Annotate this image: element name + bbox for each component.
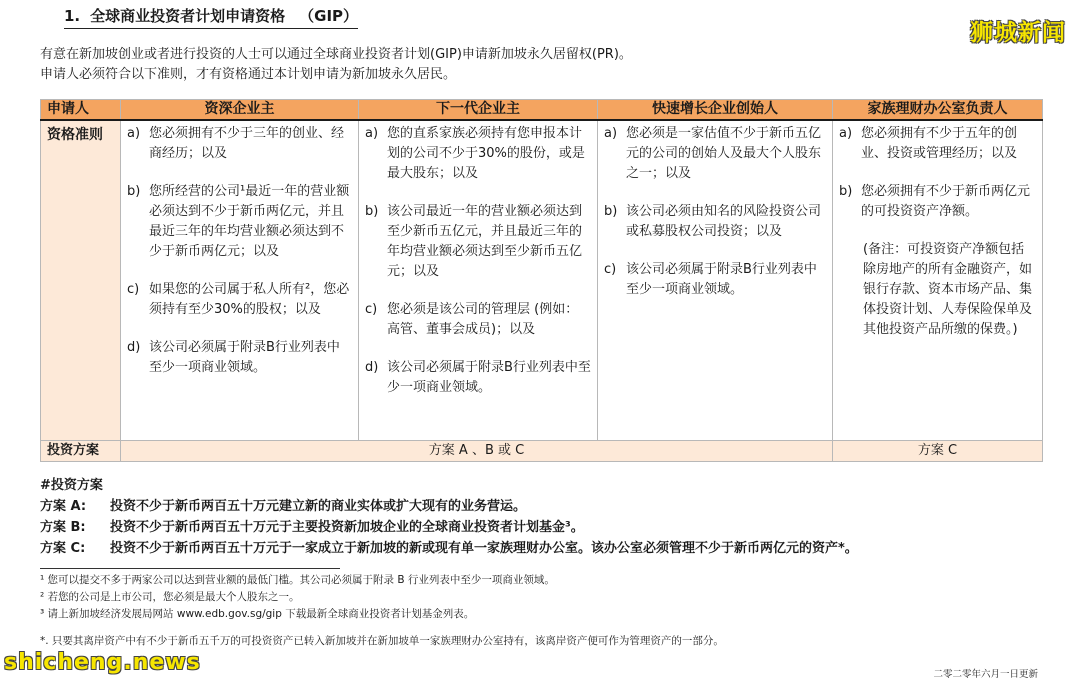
criteria-item-label: b): [839, 184, 853, 199]
section-heading: [64, 5, 358, 29]
section-number: 1.: [64, 7, 81, 25]
watermark-logo-top: 狮城新闻: [970, 20, 1066, 46]
criteria-item-text: 您必须是一家估值不少于新币五亿元的公司的创始人及最大个人股东之一；以及: [626, 126, 822, 181]
criteria-item-text: 您必须是该公司的管理层 (例如：高管、董事会成员)；以及: [387, 302, 579, 337]
header-family-office-principal: 家族理财办公室负责人: [833, 100, 1043, 121]
criteria-row: [41, 120, 1043, 441]
criteria-item: [127, 280, 352, 320]
criteria-note: (备注：可投资资产净额包括除房地产的所有金融资产，如银行存款、资本市场产品、集体投资计划、人寿保险保单及其他投资产品所缴的保费。): [863, 242, 1033, 337]
criteria-column-fast-growth-founder: [598, 120, 833, 441]
footnote: ² 若您的公司是上市公司，您必须是最大个人股东之一。: [40, 591, 300, 603]
footnote: ¹ 您可以提交不多于两家公司以达到营业额的最低门槛。其公司必须属于附录 B 行业列表中至少一项商业领域。: [40, 574, 555, 586]
criteria-column-family-office: [833, 120, 1043, 441]
investment-option: [40, 538, 858, 559]
update-date: 二零二零年六月一日更新: [933, 669, 1038, 680]
eligibility-table: [40, 99, 1043, 462]
criteria-item: [604, 124, 826, 184]
criteria-item-label: a): [839, 126, 853, 141]
investment-option: [40, 496, 858, 517]
criteria-label: 资格准则: [41, 120, 121, 441]
criteria-item-text: 您必须拥有不少于三年的创业、经商经历；以及: [149, 126, 345, 161]
header-established-owner: 资深企业主: [121, 100, 359, 121]
asterisk-note: *. 只要其离岸资产中有不少于新币五千万的可投资资产已转入新加坡并在新加坡单一家族理财办公室持有，该离岸资产便可作为管理资产的一部分。: [40, 635, 724, 647]
header-next-gen-owner: 下一代企业主: [359, 100, 598, 121]
criteria-item-label: c): [604, 262, 617, 277]
criteria-item-text: 该公司必须由知名的风险投资公司或私募股权公司投资；以及: [626, 204, 822, 239]
section-abbr: （GIP）: [299, 7, 359, 25]
criteria-item-text: 该公司最近一年的营业额必须达到至少新币五亿元，并且最近三年的年均营业额必须达到至少新币五亿元；以及: [387, 204, 583, 279]
watermark-logo-bottom: shicheng.news: [4, 650, 201, 675]
criteria-item-label: b): [127, 184, 141, 199]
investment-plan-label: 投资方案: [41, 441, 121, 462]
criteria-item-text: 您必须拥有不少于五年的创业、投资或管理经历；以及: [861, 126, 1018, 161]
criteria-item-label: c): [127, 282, 140, 297]
criteria-item-text: 您所经营的公司¹最近一年的营业额必须达到不少于新币两亿元，并且最近三年的年均营业额必须达到不少于新币两亿元；以及: [149, 184, 350, 259]
investment-plan-c: 方案 C: [833, 441, 1043, 462]
criteria-item-label: a): [604, 126, 618, 141]
investment-option-label: 方案 C:: [40, 541, 86, 556]
criteria-item-label: a): [127, 126, 141, 141]
criteria-item-label: c): [365, 302, 378, 317]
criteria-item-text: 该公司必须属于附录B行业列表中至少一项商业领域。: [149, 340, 340, 375]
section-title: 全球商业投资者计划申请资格: [90, 7, 286, 25]
criteria-column-established-owner: [121, 120, 359, 441]
criteria-item-label: b): [365, 204, 379, 219]
investment-option-text: 投资不少于新币两百五十万元于主要投资新加坡企业的全球商业投资者计划基金³。: [110, 520, 584, 535]
criteria-item-text: 您的直系家族必须持有您申报本计划的公司不少于30%的股份，或是最大股东；以及: [387, 126, 585, 181]
criteria-item-label: d): [365, 360, 379, 375]
criteria-item: [365, 358, 591, 398]
criteria-column-next-gen-owner: [359, 120, 598, 441]
criteria-item-text: 该公司必须属于附录B行业列表中至少一项商业领域。: [387, 360, 591, 395]
investment-option: [40, 517, 858, 538]
table-header-row: [41, 100, 1043, 121]
criteria-item: [127, 182, 352, 262]
investment-options: [40, 475, 858, 559]
criteria-item: [365, 202, 591, 282]
investment-option-label: 方案 A:: [40, 499, 87, 514]
header-fast-growth-founder: 快速增长企业创始人: [598, 100, 833, 121]
investment-plan-abc: 方案 A 、B 或 C: [121, 441, 833, 462]
criteria-item-text: 该公司必须属于附录B行业列表中至少一项商业领域。: [626, 262, 817, 297]
criteria-item-label: d): [127, 340, 141, 355]
criteria-item: [604, 260, 826, 300]
investment-option-text: 投资不少于新币两百五十万元建立新的商业实体或扩大现有的业务营运。: [110, 499, 527, 514]
intro-paragraph: [40, 45, 632, 85]
criteria-item-text: 如果您的公司属于私人所有²，您必须持有至少30%的股权；以及: [149, 282, 350, 317]
header-applicant: 申请人: [41, 100, 121, 121]
investment-option-label: 方案 B:: [40, 520, 86, 535]
footnote-divider: [40, 568, 340, 569]
investment-plan-row: [41, 441, 1043, 462]
intro-line: 申请人必须符合以下准则，才有资格通过本计划申请为新加坡永久居民。: [40, 67, 457, 82]
criteria-item: [839, 182, 1036, 222]
investment-option-text: 投资不少于新币两百五十万元于一家成立于新加坡的新或现有单一家族理财办公室。该办公室必须管理不少于新币两亿元的资产*。: [110, 541, 858, 556]
criteria-item: [365, 124, 591, 184]
footnotes: [40, 572, 724, 650]
investment-options-title: #投资方案: [40, 478, 103, 493]
criteria-item-label: a): [365, 126, 379, 141]
criteria-item: [839, 124, 1036, 164]
intro-line: 有意在新加坡创业或者进行投资的人士可以通过全球商业投资者计划(GIP)申请新加坡永久居留权(PR)。: [40, 47, 632, 62]
criteria-item: [604, 202, 826, 242]
criteria-item: [365, 300, 591, 340]
criteria-item-label: b): [604, 204, 618, 219]
criteria-item: [127, 338, 352, 378]
criteria-item: [127, 124, 352, 164]
criteria-item-text: 您必须拥有不少于新币两亿元的可投资资产净额。: [861, 184, 1031, 219]
footnote: ³ 请上新加坡经济发展局网站 www.edb.gov.sg/gip 下载最新全球商业投资者计划基金列表。: [40, 608, 475, 620]
